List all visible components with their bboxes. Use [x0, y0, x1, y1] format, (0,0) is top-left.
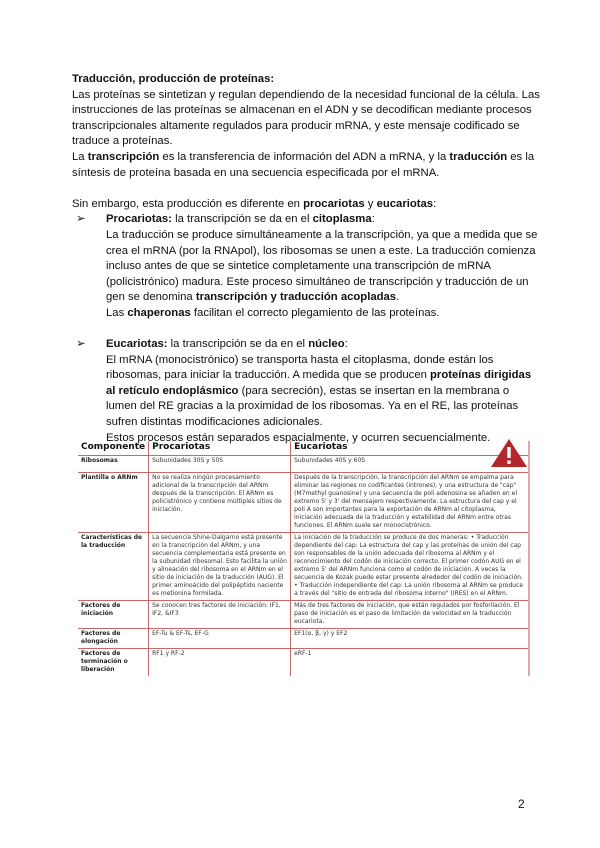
cell: EF1(α, β, γ) y EF2 — [291, 629, 529, 649]
table-row — [78, 473, 529, 533]
cell: Factores de iniciación — [78, 601, 149, 629]
cell: Subunidades 40S y 60S — [291, 456, 529, 473]
cell: Se conocen tres factores de iniciación: IF1, IF2, &IF3 — [149, 601, 291, 629]
cell: Características de la traducción — [78, 533, 149, 601]
cell: La iniciación de la traducción se produce de dos maneras: • Traducción dependiente del cap: La estructura del cap y las proteínas de unión del cap son responsables de la unión adecuada del ribosoma al ARNm y el reconocimiento del codón de iniciación correcto. El primer codón AUG en el extremo 5' del ARNm funciona como el codón de iniciación. A veces la secuencia de Kozak puede estar presente alrededor del codón de iniciación. • Traducción independiente del cap: La unión ribosoma al ARNm se produce a través del "sitio de entrada del ribosoma interno" (IRES) en el ARNm. — [291, 533, 529, 601]
table-header-row — [78, 441, 529, 456]
paragraph: Estos procesos están separados espacialmente, y ocurren secuencialmente. — [106, 431, 491, 444]
cell: EF-Tu & EF-Ts, EF-G — [149, 629, 291, 649]
cell: Factores de elongación — [78, 629, 149, 649]
cell: Después de la transcripción, la transcripción del ARNm se empalma para eliminar las regiones no codificantes (intrones), y una estructura de "cap" (M7methyl guanosine) y una secuencia de poli adenosina se añaden en el extremo 5' y 3' del mensajero respectivamente. La estructura del cap y el poli A son importantes para la exportación de ARNm al citoplasma, iniciación adecuada de la traducción y estabilidad del ARNm entre otras funciones. El ARNm suele ser monocistrónico. — [291, 473, 529, 533]
paragraph: La transcripción es la transferencia de información del ADN a mRNA, y la traducción es la síntesis de proteína basada en una secuencia especificada por el mRNA. — [72, 150, 535, 179]
cell: La secuencia Shine-Dalgarno está presente en la transcripción del ARNm, y una secuencia complementaria está presente en la subunidad ribosomal. Esto facilita la unión y alineación del ribosoma en el ARNm en el sitio de iniciación de la traducción (AUG). El primer aminoácido del polipéptido naciente es metionina formilada. — [149, 533, 291, 601]
bullet-eucariotas: ➢ Eucariotas: la transcripción se da en el núcleo: — [72, 337, 542, 353]
cell: eRF-1 — [291, 649, 529, 677]
arrow-bullet-icon: ➢ — [76, 213, 86, 226]
table-row — [78, 533, 529, 601]
cell: Subunidades 30S y 50S — [149, 456, 291, 473]
page-number: 2 — [518, 797, 525, 811]
cell: Más de tres factores de iniciación, que están regulados por fosforilación. El paso de iniciación es el paso de limitación de velocidad en la traducción eucariota. — [291, 601, 529, 629]
paragraph: Sin embargo, esta producción es diferente en procariotas y eucariotas: — [72, 197, 437, 210]
paragraph: Las proteínas se sintetizan y regulan dependiendo de la necesidad funcional de la célula. Las instrucciones de las proteínas se almacenan en el ADN y se decodifican mediante procesos transcripcionales altamente regulados para producir mRNA, y este mensaje codificado se traduce a proteínas. — [72, 88, 540, 148]
column-header: Procariotas — [149, 441, 291, 456]
cell: Ribosomas — [78, 456, 149, 473]
table-row — [78, 456, 529, 473]
warning-triangle-icon — [490, 438, 528, 468]
table-row — [78, 601, 529, 629]
paragraph: El mRNA (monocistrónico) se transporta hasta el citoplasma, donde están los ribosomas, para iniciar la traducción. A medida que se producen proteínas dirigidas al retículo endoplásmico (para secreción), estas se insertan en la membrana o lumen del RE gracias a la proximidad de los ribosomas. Ya en el RE, las proteínas sufren distintas modificaciones adicionales. — [106, 353, 532, 429]
column-header: Eucariotas — [291, 441, 529, 456]
paragraph: La traducción se produce simultáneamente a la transcripción, ya que a medida que se crea el mRNA (por la RNApol), los ribosomas se unen a este. La traducción comienza incluso antes de que se sintetice completamente una transcripción de mRNA (policistrónico) madura. Este proceso simultáneo de transcripción y traducción de un gen se denomina transcripción y traducción acopladas. — [106, 228, 538, 304]
bullet-procariotas: ➢ Procariotas: la transcripción se da en el citoplasma: — [72, 212, 542, 228]
table-row — [78, 629, 529, 649]
arrow-bullet-icon: ➢ — [76, 338, 86, 351]
paragraph: Las chaperonas facilitan el correcto plegamiento de las proteínas. — [106, 306, 440, 319]
section-title: Traducción, producción de proteínas: — [72, 73, 275, 85]
table-row — [78, 649, 529, 677]
cell: RF1 y RF-2 — [149, 649, 291, 677]
cell: No se realiza ningún procesamiento adicional de la transcripción del ARNm después de la transcripción. El ARNm es policistrónico y contiene múltiples sitios de iniciación. — [149, 473, 291, 533]
column-header: Componente — [78, 441, 149, 456]
cell: Plantilla o ARNm — [78, 473, 149, 533]
comparison-table — [78, 441, 530, 676]
cell: Factores de terminación o liberación — [78, 649, 149, 677]
body-text — [72, 72, 542, 446]
